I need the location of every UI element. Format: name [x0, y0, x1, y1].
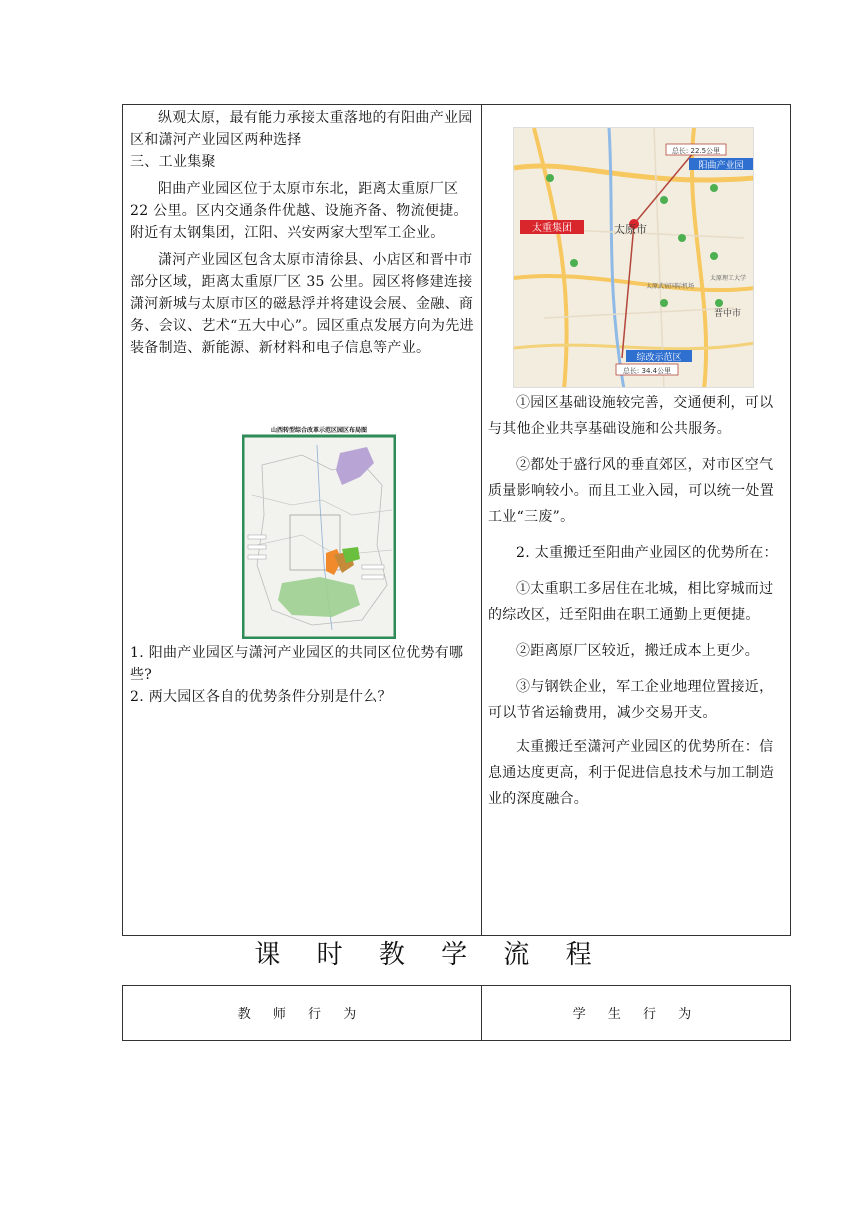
park-layout-map-graphic	[242, 425, 396, 639]
park-layout-map	[242, 425, 396, 639]
questions	[130, 642, 476, 708]
answer-5: ②距离原厂区较近，搬迁成本上更少。	[516, 643, 760, 659]
taiyuan-route-map	[513, 127, 754, 388]
label-xiaohe: 综改示范区	[636, 353, 682, 363]
answer-4: ①太重职工多居住在北城，相比穿城而过的综改区，迁至阳曲在职工通勤上更便捷。	[488, 581, 774, 623]
question-1: 1. 阳曲产业园区与潇河产业园区的共同区位优势有哪些?	[130, 645, 464, 683]
right-column	[488, 390, 786, 812]
answer-7: 太重搬迁至潇河产业园区的优势所在：信息通达度更高，利于促进信息技术与加工制造业的深度融合。	[488, 739, 774, 807]
distance-bottom: 总长: 34.4公里	[622, 367, 672, 375]
label-city: 太原市	[614, 223, 647, 236]
park-map-title: 山西转型综合改革示范区园区布局图	[270, 427, 368, 434]
label-taizhong: 太重集团	[532, 223, 572, 234]
left-paragraph-yangqu: 阳曲产业园区位于太原市东北，距离太重原厂区 22 公里。区内交通条件优越、设施齐备、物流便捷。附近有太钢集团，江阳、兴安两家大型军工企业。	[130, 181, 468, 241]
label-yangqu: 阳曲产业园	[698, 161, 744, 171]
answer-1: ①园区基础设施较完善，交通便利，可以与其他企业共享基础设施和公共服务。	[488, 395, 774, 437]
teacher-behavior-header: 教 师 行 为	[237, 1007, 366, 1022]
answer-3: 2. 太重搬迁至阳曲产业园区的优势所在：	[516, 545, 778, 561]
table-column-divider	[481, 104, 482, 936]
left-paragraph-xiaohe: 潇河产业园区包含太原市清徐县、小店区和晋中市部分区域，距离太重原厂区 35 公里。园区将修建连接潇河新城与太原市区的磁悬浮并将建设会展、金融、商务、会议、艺术“五大中心”。园区重点发展方向为先进装备制造、新能源、新材料和电子信息等产业。	[130, 252, 474, 356]
section-heading-industrial-cluster: 三、工业集聚	[130, 154, 216, 170]
distance-top: 总长: 22.5公里	[671, 147, 721, 155]
left-column	[130, 107, 476, 359]
question-2: 2. 两大园区各自的优势条件分别是什么？	[130, 689, 392, 705]
taiyuan-route-map-graphic	[514, 128, 754, 388]
answer-2: ②都处于盛行风的垂直郊区，对市区空气质量影响较小。而且工业入园，可以统一处置工业“三废”。	[488, 457, 774, 525]
label-jinzhong: 晋中市	[714, 309, 742, 319]
student-behavior-header: 学 生 行 为	[572, 1007, 701, 1022]
label-place2: 太原武宿国际机场	[646, 283, 695, 290]
left-paragraph-intro: 纵观太原，最有能力承接太重落地的有阳曲产业园区和潇河产业园区两种选择	[130, 110, 473, 148]
answer-6: ③与钢铁企业，军工企业地理位置接近，可以节省运输费用，减少交易开支。	[488, 679, 774, 721]
label-place1: 太原理工大学	[710, 275, 747, 282]
section-title: 课 时 教 学 流 程	[254, 940, 606, 970]
